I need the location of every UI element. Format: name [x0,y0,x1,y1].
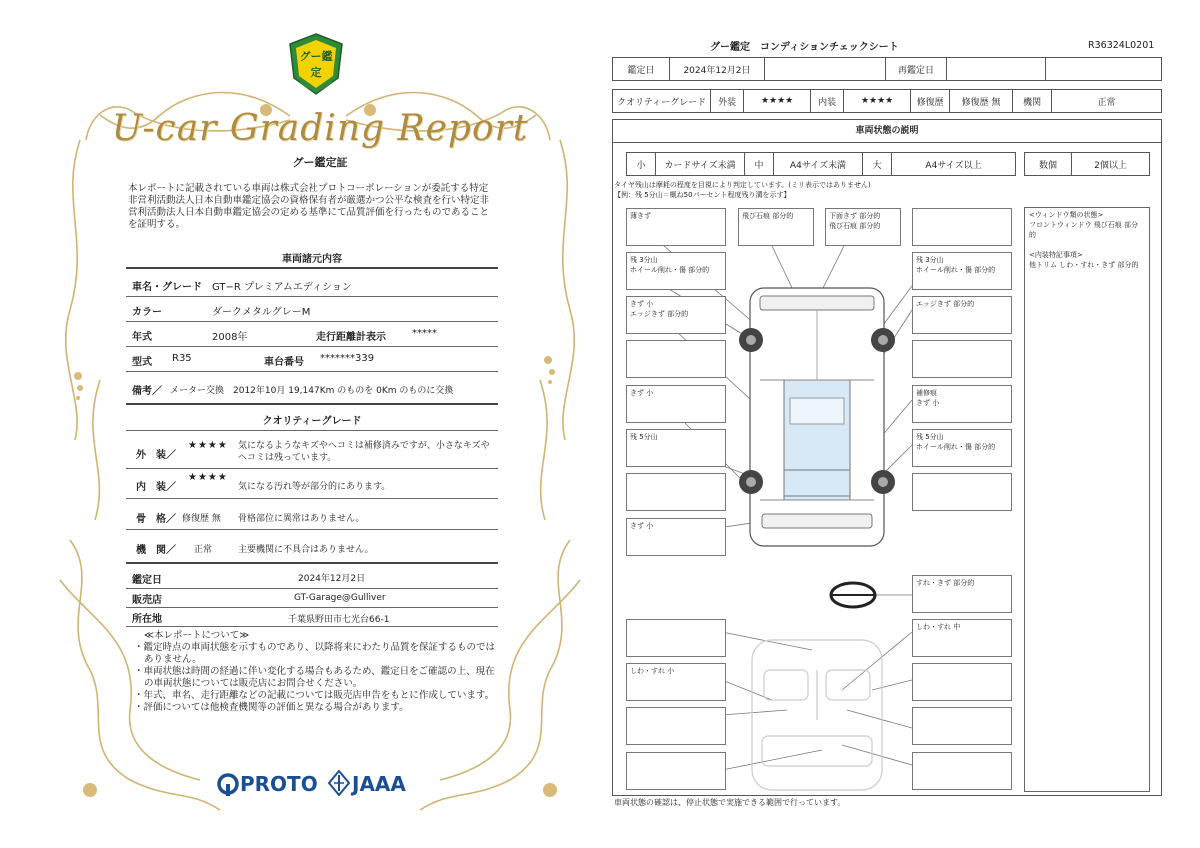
damage-box: きず 小 [626,518,726,556]
window-status-title: <ウィンドウ類の状態> [1029,211,1104,219]
damage-box [912,208,1012,246]
inspection-date-label: 鑑定日 [613,58,670,81]
location-value: 千葉県野田市七光台66-1 [288,615,390,625]
damage-box: エッジきず 部分的 [912,296,1012,334]
notes-title: ≪本レポートについて≫ [144,630,250,641]
damage-box: 補修痕 きず 小 [912,385,1012,423]
legend-small: 小 [627,153,656,176]
remarks-label: 備考／ [132,386,162,397]
condition-heading: 車両状態の説明 [612,119,1162,143]
color-value: ダークメタルグレーM [212,307,311,318]
note-item: ・評価については他検査機関等の評価と異なる場合があります。 [134,702,409,713]
note-item: ・年式、車名、走行距離などの記載については販売店申告をもとに作成しています。 [134,690,495,701]
location-label: 所在地 [132,614,162,625]
interior-damage-box [626,707,726,745]
interior-topview-outline [752,640,882,790]
report-notes [132,630,496,714]
interior-damage-box: しわ・すれ 中 [912,619,1012,657]
exterior-label: 外 装／ [136,450,176,461]
exterior-label: 外装 [711,90,744,113]
legend-medium: 中 [745,153,774,176]
year-value: 2008年 [212,332,248,343]
car-topview-outline [750,288,884,546]
damage-box [912,473,1012,511]
divider [126,562,498,564]
interior-stars: ★★★★ [844,90,911,113]
proto-logo-text: PROTO [240,772,318,796]
legend-large: 大 [863,153,892,176]
divider [126,346,498,347]
year-label: 年式 [132,332,152,343]
note-item: ・鑑定時点の車両状態を示すものであり、以降将来にわたり品質を保証するものではありません。 [134,642,496,665]
legend-small-desc: カードサイズ未満 [656,153,745,176]
jaaa-logo-icon [328,770,350,796]
certificate-intro: 本レポートに記載されている車両は株式会社プロトコーポレーションが委託する特定非営利活動法人日本自動車鑑定協会の資格保有者が厳選かつ公平な検査を行い特定非営利活動法人日本自動車鑑定協会の定める基準にて品質評価を行ったものであることを証明する。 [128,183,490,230]
window-status-text: フロントウィンドウ 飛び石痕 部分的 [1029,221,1139,239]
tire-note: タイヤ残山は摩耗の程度を目視により判定しています。(ミリ表示ではありません) 【例：残 5分山＝概ね50パーセント程度残り溝を示す】 [614,181,871,199]
script-title: U-car Grading Report [111,108,529,149]
quality-row [612,89,1162,113]
vin-value: *******339 [320,353,375,364]
color-label: カラー [132,307,162,318]
inspection-date-value: 2024年12月2日 [298,574,366,584]
reinspection-date-value [947,58,1046,81]
interior-damage-box [912,752,1012,790]
inspection-date-label: 鑑定日 [132,575,162,586]
interior-text: 気になる汚れ等が部分的にあります。 [238,482,391,492]
interior-damage-box [912,707,1012,745]
steering-damage-box: すれ・きず 部分的 [912,575,1012,613]
sheet-footer: 車両状態の確認は、停止状態で実施できる範囲で行っています。 [614,798,846,807]
odometer-label: 走行距離計表示 [316,332,386,343]
legend-count: 数個 [1025,153,1072,176]
damage-box: きず 小 エッジきず 部分的 [626,296,726,334]
sheet-code: R36324L0201 [1088,40,1155,51]
car-name-label: 車名・グレード [132,282,202,293]
divider [126,626,498,627]
divider [126,371,498,372]
divider [126,529,498,530]
damage-box: 薄きず [626,208,726,246]
frame-text: 骨格部位に異常はありません。 [238,514,365,524]
damage-box: 残 3分山 ホイール削れ・傷 部分的 [912,252,1012,290]
reinspection-date-label: 再鑑定日 [886,58,947,81]
proto-logo-icon [216,772,240,796]
divider [126,498,498,499]
interior-damage-box [626,619,726,657]
steering-wheel-icon [831,583,875,607]
damage-box: 飛び石痕 部分的 [738,208,814,246]
interior-notes-title: <内装特記事項> [1029,251,1083,259]
sheet-title: グー鑑定 コンディションチェックシート [710,42,899,53]
engine-label: 機関 [1013,90,1052,113]
divider [126,296,498,297]
damage-box: 残 5分山 ホイール削れ・傷 部分的 [912,429,1012,467]
quality-grade-label: クオリティーグレード [613,90,711,113]
badge-text: グー鑑定 [299,50,333,79]
count-legend [1024,152,1150,176]
divider [126,468,498,469]
frame-value: 修復歴 無 [182,514,221,524]
damage-box: 下面きず 部分的 飛び石痕 部分的 [825,208,901,246]
interior-label: 内 装／ [136,482,176,493]
interior-stars: ★★★★ [188,472,228,483]
divider [126,607,498,608]
vin-label: 車台番号 [264,357,304,368]
model-value: R35 [172,353,192,364]
interior-damage-box [912,663,1012,701]
divider [126,430,498,431]
divider [126,403,498,405]
divider [126,588,498,589]
empty-cell [1046,58,1162,81]
legend-medium-desc: A4サイズ未満 [774,153,863,176]
damage-box: 残 3分山 ホイール削れ・傷 部分的 [626,252,726,290]
damage-box: きず 小 [626,385,726,423]
car-name-value: GT−R プレミアムエディション [212,282,352,293]
legend-large-desc: A4サイズ以上 [892,153,1016,176]
grading-certificate [40,20,600,835]
special-notes-panel [1024,207,1150,792]
interior-damage-box [626,752,726,790]
interior-label: 内装 [811,90,844,113]
divider [126,321,498,322]
damage-box [912,340,1012,378]
exterior-stars: ★★★★ [188,440,228,451]
damage-box: 残 5分山 [626,429,726,467]
divider [126,267,498,269]
repair-history-label: 修復歴 [911,90,950,113]
empty-cell [765,58,886,81]
repair-history-value: 修復歴 無 [950,90,1013,113]
inspection-date-value: 2024年12月2日 [670,58,765,81]
damage-box [626,340,726,378]
engine-value: 正常 [194,545,213,555]
certificate-title: グー鑑定証 [292,156,348,169]
date-row [612,57,1162,81]
exterior-text: 気になるようなキズやヘコミは補修済みですが、小さなキズやヘコミは残っています。 [238,441,490,463]
odometer-value: ***** [412,328,437,339]
damage-box [626,473,726,511]
legend-count-desc: 2個以上 [1072,153,1150,176]
note-item: ・車両状態は時間の経過に伴い変化する場合もあるため、鑑定日をご確認の上、現在の車両状態については販売店にお問合せください。 [134,666,495,689]
quality-grade-heading: クオリティーグレード [262,416,362,427]
size-legend [626,152,1016,176]
exterior-stars: ★★★★ [744,90,811,113]
engine-label: 機 関／ [136,545,176,556]
frame-label: 骨 格／ [136,514,176,525]
shop-value: GT-Garage@Gulliver [294,593,386,603]
interior-damage-box: しわ・すれ 小 [626,663,726,701]
interior-notes-text: 他トリム しわ・すれ・きず 部分的 [1029,261,1139,269]
engine-value: 正常 [1052,90,1162,113]
jaaa-logo-text: JAAA [352,772,406,796]
specs-heading: 車両諸元内容 [282,254,342,265]
shop-label: 販売店 [132,595,162,606]
remarks-value: メーター交換 2012年10月 19,147Km のものを 0Km のものに交換 [170,386,454,396]
engine-text: 主要機関に不具合はありません。 [238,545,374,555]
model-label: 型式 [132,357,152,368]
